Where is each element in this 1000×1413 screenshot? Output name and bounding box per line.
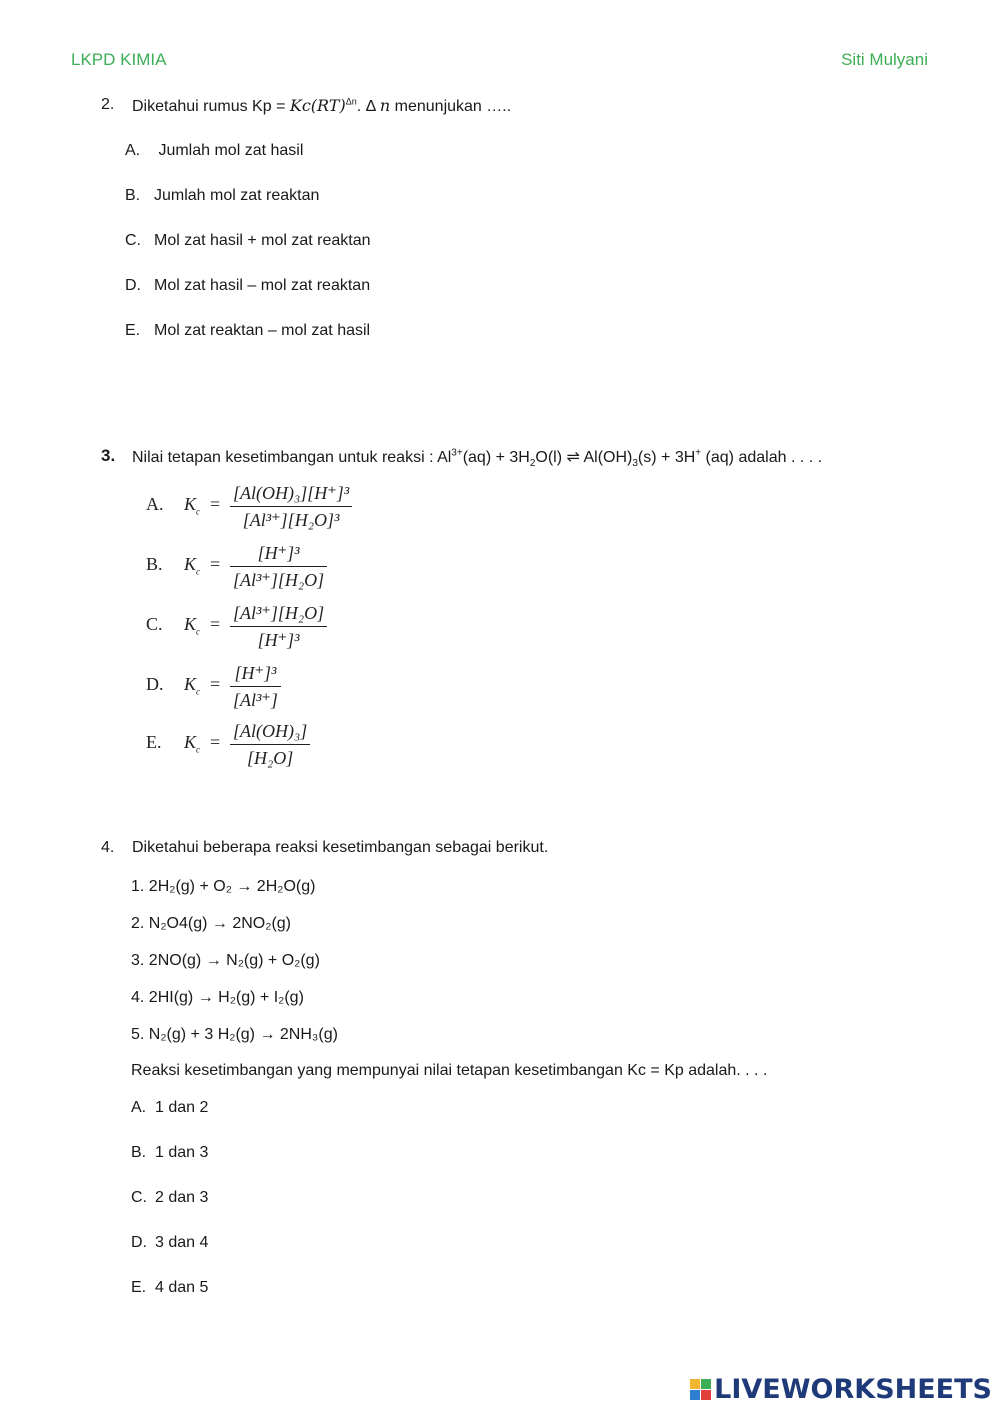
q4-prompt: Reaksi kesetimbangan yang mempunyai nilai tetapan kesetimbangan Kc = Kp adalah. . . . [131,1062,768,1079]
liveworksheets-logo[interactable] [690,1374,992,1405]
fraction [230,540,327,593]
q3-option-a[interactable] [146,480,386,536]
q2-option-d[interactable] [125,277,371,295]
q3-sub: 2 [529,458,536,470]
option-text: 3 dan 4 [155,1234,209,1251]
header-left: LKPD KIMIA [71,50,167,69]
option-letter: C. [146,614,163,634]
q4-reaction-1: 1. 2H₂(g) + O₂ → 2H₂O(g) [131,878,316,895]
q3-option-b[interactable] [146,540,386,596]
kc-symbol: $K_c$ [184,614,201,637]
option-text: Mol zat hasil – mol zat reaktan [154,277,371,294]
q4-question: Diketahui beberapa reaksi kesetimbangan sebagai berikut. [132,839,549,856]
q2-option-e[interactable] [125,322,371,340]
option-letter: D. [125,277,141,294]
q3-sup: 3+ [451,447,463,459]
denominator: [Al³⁺][H₂O] [233,570,325,590]
numerator: [H⁺]³ [234,663,277,683]
fraction [230,480,352,533]
numerator: [Al(OH)₃] [233,721,308,741]
option-text: 4 dan 5 [155,1279,209,1296]
q4-option-e[interactable] [131,1279,209,1297]
fraction [230,718,310,771]
equals-sign: = [210,674,221,694]
denominator: [Al³⁺][H₂O]³ [242,510,340,530]
q3-text4: (s) + 3H [637,449,696,466]
q3-question [132,447,823,470]
q4-option-a[interactable] [131,1099,209,1117]
option-text: 1 dan 2 [155,1099,209,1116]
option-letter: D. [131,1234,147,1251]
fraction [230,600,327,653]
numerator: [H⁺]³ [257,543,300,563]
option-letter: D. [146,674,164,694]
q2-text-before: Diketahui rumus Kp = [132,98,286,115]
q4-option-b[interactable] [131,1144,209,1162]
q2-text-mid: . Δ [356,98,376,115]
q3-text5: (aq) adalah . . . . [701,449,823,466]
option-letter: E. [131,1279,147,1296]
liveworksheets-logo-icon [690,1379,711,1400]
option-letter: E. [146,732,162,752]
option-letter: E. [125,322,141,339]
q4-option-d[interactable] [131,1234,209,1252]
denominator: [H₂O] [246,748,294,768]
option-text: Jumlah mol zat hasil [154,142,304,159]
option-letter: C. [131,1189,147,1206]
q4-option-c[interactable] [131,1189,209,1207]
header-right: Siti Mulyani [841,50,928,69]
q4-reaction-4: 4. 2HI(g) → H₂(g) + I₂(g) [131,989,304,1006]
q4-number: 4. [101,839,115,856]
q3-sup2: + [695,447,702,459]
equals-sign: = [210,494,221,514]
denominator: [H⁺]³ [257,630,300,650]
option-text: Jumlah mol zat reaktan [154,187,320,204]
q3-text3: O(l) ⇌ Al(OH) [535,449,633,466]
q3-number: 3. [101,446,116,465]
logo-text: LIVEWORKSHEETS [714,1374,992,1405]
denominator: [Al³⁺] [233,690,278,710]
option-letter: B. [146,554,163,574]
q3-text2: (aq) + 3H [462,449,530,466]
q2-question [132,96,511,116]
equals-sign: = [210,732,221,752]
q3-option-e[interactable] [146,718,386,774]
option-text: Mol zat hasil + mol zat reaktan [154,232,371,249]
option-letter: A. [125,142,141,159]
q2-option-a[interactable] [125,142,304,160]
option-text: 2 dan 3 [155,1189,209,1206]
option-letter: C. [125,232,141,249]
equals-sign: = [210,614,221,634]
kc-symbol: $K_c$ [184,732,201,755]
option-letter: B. [131,1144,147,1161]
q2-var: n [379,96,391,115]
option-text: Mol zat reaktan – mol zat hasil [154,322,371,339]
q2-formula: Kc(RT) [289,96,346,115]
q4-reaction-2: 2. N₂O4(g) → 2NO₂(g) [131,915,292,932]
q4-reaction-5: 5. N₂(g) + 3 H₂(g) → 2NH₃(g) [131,1026,338,1043]
q2-option-c[interactable] [125,232,371,250]
option-text: 1 dan 3 [155,1144,209,1161]
option-letter: A. [146,494,164,514]
kc-symbol: $K_c$ [184,674,201,697]
numerator: [Al³⁺][H₂O] [233,603,325,623]
q2-text-after: menunjukan ….. [394,98,512,115]
numerator: [Al(OH)₃][H⁺]³ [233,483,350,503]
q3-option-d[interactable] [146,660,386,716]
kc-symbol: $K_c$ [184,554,201,577]
equals-sign: = [210,554,221,574]
q3-option-c[interactable] [146,600,386,656]
fraction [230,660,281,713]
q3-text: Nilai tetapan kesetimbangan untuk reaksi : Al [132,449,452,466]
option-letter: B. [125,187,141,204]
q4-reaction-3: 3. 2NO(g) → N₂(g) + O₂(g) [131,952,320,969]
option-letter: A. [131,1099,147,1116]
q2-exponent: Δn [345,96,357,107]
kc-symbol: $K_c$ [184,494,201,517]
q3-sub2: 3 [632,458,638,470]
q2-number: 2. [101,96,115,113]
q2-option-b[interactable] [125,187,320,205]
